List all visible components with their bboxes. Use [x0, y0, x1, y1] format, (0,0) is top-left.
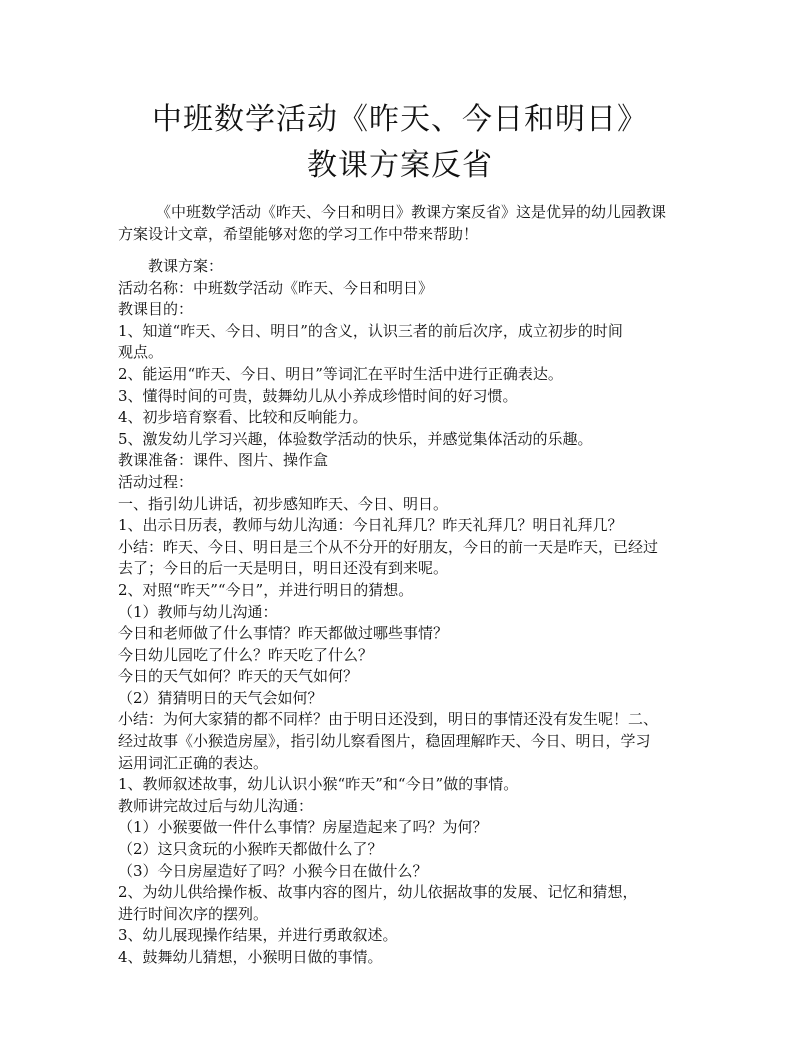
body-line: 5、激发幼儿学习兴趣，体验数学活动的快乐，并感觉集体活动的乐趣。 [118, 429, 593, 448]
body-line: 活动名称：中班数学活动《昨天、今日和明日》 [118, 278, 434, 297]
body-line: 小结：昨天、今日、明日是三个从不分开的好朋友，今日的前一天是昨天，已经过 [118, 537, 659, 556]
body-line: 今日幼儿园吃了什么？昨天吃了什么？ [118, 645, 374, 664]
body-line: 活动过程： [118, 472, 194, 491]
body-line: 教师讲完故过后与幼儿沟通： [118, 796, 314, 815]
body-line: 2、对照“昨天”“今日”，并进行明日的猜想。 [118, 580, 414, 599]
body-line: （1）小猴要做一件什么事情？房屋造起来了吗？为何？ [118, 818, 488, 837]
body-line: 经过故事《小猴造房屋》，指引幼儿察看图片，稳固理解昨天、今日、明日，学习 [118, 732, 651, 751]
body-line: 1、出示日历表，教师与幼儿沟通：今日礼拜几？昨天礼拜几？明日礼拜几？ [118, 516, 623, 535]
body-line: 1、教师叙述故事，幼儿认识小猴“昨天”和“今日”做的事情。 [118, 775, 519, 794]
body-line: 今日的天气如何？昨天的天气如何？ [118, 667, 359, 686]
body-line: （1）教师与幼儿沟通： [118, 602, 278, 621]
body-line: 去了；今日的后一天是明日，明日还没有到来呢。 [118, 559, 449, 578]
body-line: 4、鼓舞幼儿猜想，小猴明日做的事情。 [118, 948, 383, 966]
intro-line: 《中班数学活动《昨天、今日和明日》教课方案反省》这是优异的幼儿园教课 [156, 203, 667, 221]
body-line: 小结：为何大家猜的都不同样？由于明日还没到，明日的事情还没有发生呢！二、 [118, 710, 659, 729]
document-body [118, 256, 678, 969]
intro-line: 方案设计文章，希望能够对您的学习工作中带来帮助！ [118, 225, 479, 243]
body-line: 1、知道“昨天、今日、明日”的含义，认识三者的前后次序，成立初步的时间 [118, 321, 623, 340]
body-line: 教课方案： [148, 257, 224, 275]
body-line: 运用词汇正确的表达。 [118, 753, 269, 772]
document-title-line2: 教课方案反省 [307, 148, 493, 183]
body-line: 进行时间次序的摆列。 [118, 904, 269, 923]
body-line: 4、初步培育察看、比较和反响能力。 [118, 408, 368, 427]
body-line: 2、为幼儿供给操作板、故事内容的图片，幼儿依据故事的发展、记忆和猜想， [118, 883, 638, 902]
body-line: （2）这只贪玩的小猴昨天都做什么了？ [118, 840, 383, 859]
body-line: 观点。 [118, 343, 164, 362]
body-line: （3）今日房屋造好了吗？小猴今日在做什么？ [118, 861, 428, 880]
body-line: 一、指引幼儿讲话，初步感知昨天、今日、明日。 [118, 494, 449, 513]
body-line: 2、能运用“昨天、今日、明日”等词汇在平时生活中进行正确表达。 [118, 364, 563, 383]
body-line: （2）猜猜明日的天气会如何？ [118, 688, 323, 707]
body-line: 3、懂得时间的可贵，鼓舞幼儿从小养成珍惜时间的好习惯。 [118, 386, 518, 405]
body-line: 教课准备：课件、图片、操作盒 [118, 451, 329, 470]
body-line: 教课目的： [118, 300, 194, 319]
body-line: 今日和老师做了什么事情？昨天都做过哪些事情？ [118, 624, 449, 643]
document-title-line1: 中班数学活动《昨天、今日和明日》 [152, 102, 648, 137]
body-line: 3、幼儿展现操作结果，并进行勇敢叙述。 [118, 926, 398, 945]
intro-paragraph [118, 201, 678, 245]
